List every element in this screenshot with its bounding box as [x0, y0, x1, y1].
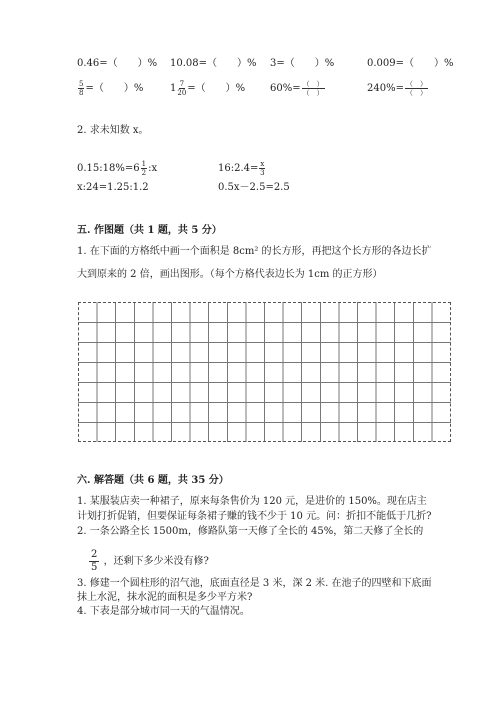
conversion-item: 60%= $\frac{( )}{( )}$ — [270, 80, 324, 97]
fraction: $\frac{5}{8}$ — [79, 80, 84, 97]
question-text: 3. 修建一个圆柱形的沼气池，底面直径是 3 米，深 2 米. 在池子的四壁和下底面 — [77, 578, 432, 589]
equation: x:24=1.25:1.2 — [77, 182, 149, 193]
question-text: 2. 一条公路全长 1500m，修路队第一天修了全长的 45%，第二天修了全长的 — [77, 526, 424, 537]
equation: 0.5x－2.5=2.5 — [218, 182, 290, 193]
fraction: $\frac{1}{2}$ — [141, 160, 147, 177]
question-text: 大到原来的 2 倍，画出图形。（每个方格代表边长为 1cm 的正方形） — [77, 269, 383, 280]
fraction: $\frac{( )}{( )}$ — [405, 80, 427, 97]
equation: 0.15:18%=6 $\frac{1}{2}$ :x — [77, 160, 158, 177]
equation: 16:2.4= $\frac{x}{3}$ — [218, 160, 265, 177]
conversion-item: 3=（ ）% — [270, 58, 335, 69]
fraction: $\frac{( )}{( )}$ — [302, 80, 324, 97]
conversion-item: 0.46=（ ）% — [77, 58, 158, 69]
conversion-item: 1 $\frac{7}{20}$ =（ ）% — [170, 80, 246, 97]
question-text: 4. 下表是部分城市同一天的气温情况。 — [77, 606, 250, 617]
section-heading: 五. 作图题（共 1 题，共 5 分） — [77, 225, 222, 236]
grid-paper[interactable] — [78, 302, 451, 442]
conversion-item: 10.08=（ ）% — [170, 58, 257, 69]
section-heading: 六. 解答题（共 6 题，共 35 分） — [77, 475, 229, 486]
question-text: 抹上水泥，抹水泥的面积是多少平方米? — [77, 592, 253, 603]
question-text: 计划打折促销，但要保证每条裙子赚的钱不少于 10 元。问：折扣不能低于几折? — [77, 511, 432, 522]
question-text: $\frac{2}{5}$ ，还剩下多少米没有修? — [91, 549, 209, 573]
question-text: 1. 某服装店卖一种裙子，原来每条售价为 120 元，是进价的 150%。现在店主 — [77, 496, 427, 507]
question-title: 2. 求未知数 x。 — [77, 125, 149, 136]
fraction: $\frac{2}{5}$ — [91, 549, 98, 573]
question-text: 1. 在下面的方格纸中画一个面积是 8cm² 的长方形，再把这个长方形的各边长扩 — [77, 246, 432, 257]
fraction: $\frac{7}{20}$ — [177, 80, 187, 97]
fraction: $\frac{x}{3}$ — [260, 160, 265, 177]
conversion-item: 0.009=（ ）% — [367, 58, 454, 69]
conversion-item: 240%= $\frac{( )}{( )}$ — [367, 80, 427, 97]
conversion-item: $\frac{5}{8}$ =（ ）% — [79, 80, 144, 97]
